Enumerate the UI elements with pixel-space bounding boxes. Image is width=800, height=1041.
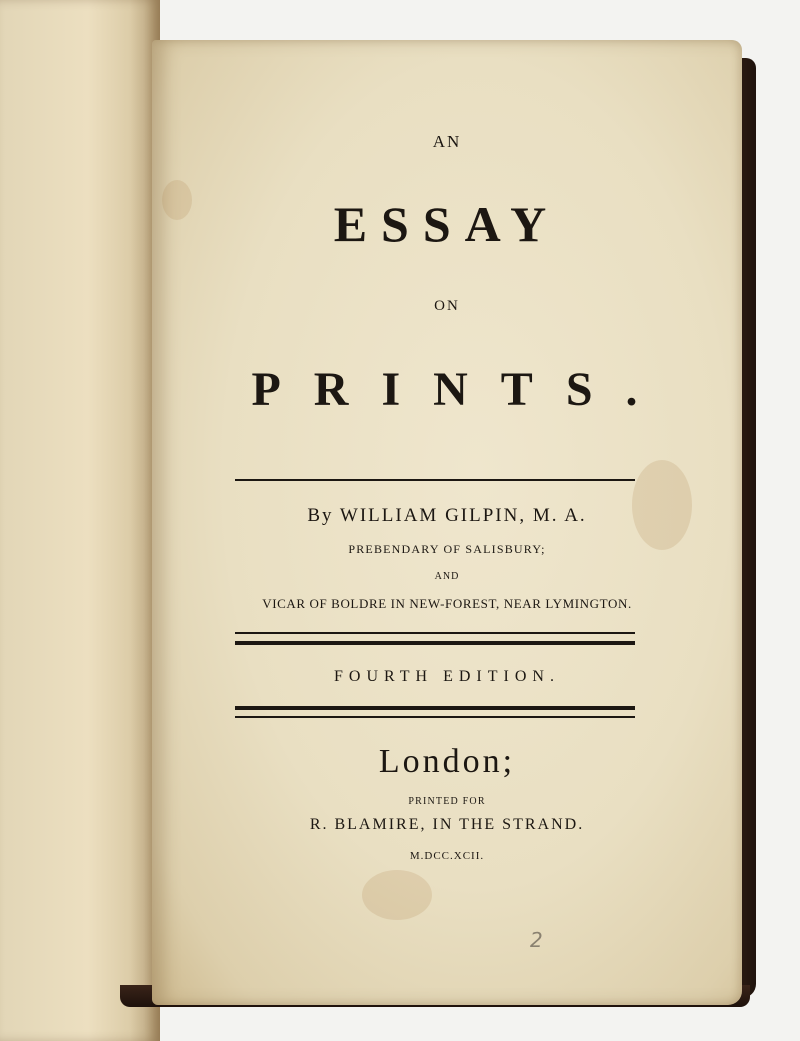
edition-line: FOURTH EDITION.	[334, 668, 560, 685]
title-page	[152, 40, 742, 1005]
author-office-line: VICAR OF BOLDRE IN NEW-FOREST, NEAR LYMINGTON.	[262, 596, 632, 611]
foxing-spot	[362, 870, 432, 920]
divider-rule	[235, 716, 635, 718]
imprint-publisher: R. BLAMIRE, IN THE STRAND.	[309, 816, 585, 833]
pencil-annotation: 2	[530, 928, 543, 952]
title-preposition: ON	[434, 298, 460, 314]
author-line: By WILLIAM GILPIN, M. A.	[307, 505, 587, 526]
title-prints: PRINTS.	[251, 363, 671, 416]
divider-rule	[235, 479, 635, 481]
imprint-printed-for: PRINTED FOR	[408, 796, 486, 807]
divider-rule	[235, 641, 635, 645]
conjunction-line: AND	[434, 571, 460, 582]
title-article: AN	[432, 132, 462, 151]
imprint-date: M.DCC.XCII.	[409, 850, 485, 862]
imprint-city: London;	[378, 743, 516, 780]
left-page	[0, 0, 160, 1041]
divider-rule	[235, 632, 635, 634]
divider-rule	[235, 706, 635, 710]
title-essay: ESSAY	[333, 196, 561, 252]
author-title-line: PREBENDARY OF SALISBURY;	[348, 542, 546, 556]
